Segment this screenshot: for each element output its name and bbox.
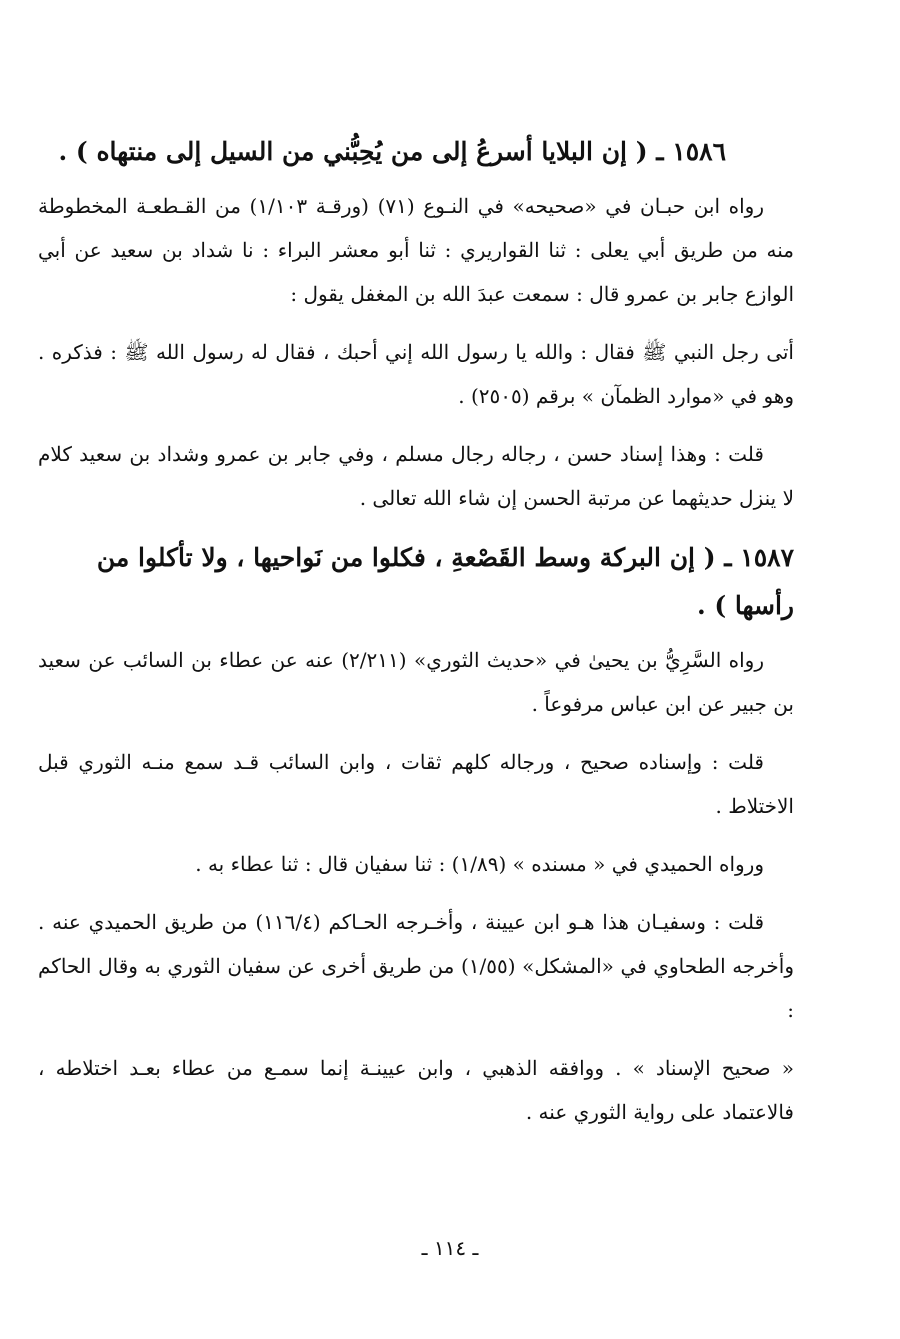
paragraph-narration: رواه السَّرِيُّ بن يحيىٰ في «حديث الثوري» (٢/٢١١) عنه عن عطاء بن السائب عن سعيد بن جبير عن ابن عباس مرفوعاً . <box>38 648 794 716</box>
paragraph-commentary: قلت : وإسناده صحيح ، ورجاله كلهم ثقات ، وابن السائب قـد سمع منـه الثوري قبل الاختلاط . <box>38 750 794 818</box>
paragraph-hadith-text: أتى رجل النبي ﷺ فقال : والله يا رسول الله إني أحبك ، فقال له رسول الله ﷺ : فذكره . وهو في «موارد الظمآن » برقم (٢٥٠٥) . <box>38 340 794 408</box>
paragraph-narration: رواه ابن حبـان في «صحيحه» في النـوع (٧١) (ورقـة ١/١٠٣) من القـطعـة المخطوطة منه من طريق أبي يعلى : ثنا القواريري : ثنا أبو معشر البراء : نا شداد بن سعيد عن أبي الوازع جابر بن عمرو قال : سمعت عبدَ الله بن المغفل يقول : <box>38 194 794 306</box>
page-number: ـ ١١٤ ـ <box>421 1236 479 1260</box>
paragraph-commentary: قلت : وهذا إسناد حسن ، رجاله رجال مسلم ، وفي جابر بن عمرو وشداد بن سعيد كلام لا ينزل حديثهما عن مرتبة الحسن إن شاء الله تعالى . <box>38 442 794 510</box>
page-content <box>38 128 794 1148</box>
hadith-heading-1587: ١٥٨٧ ـ ( إن البركة وسط القَصْعةِ ، فكلوا من نَواحيها ، ولا تأكلوا من رأسها ) . <box>96 543 794 620</box>
paragraph-commentary: « صحيح الإسناد » . ووافقه الذهبي ، وابن عيينـة إنما سمـع من عطاء بعـد اختلاطه ، فالاعتماد على رواية الثوري عنه . <box>38 1056 794 1124</box>
hadith-heading-1586: ١٥٨٦ ـ ( إن البلايا أسرعُ إلى من يُحِبُّني من السيل إلى منتهاه ) . <box>58 137 726 166</box>
paragraph-commentary: قلت : وسفيـان هذا هـو ابن عيينة ، وأخـرجه الحـاكم (١١٦/٤) من طريق الحميدي عنه . وأخرجه الطحاوي في «المشكل» (١/٥٥) من طريق أخرى عن سفيان الثوري به وقال الحاكم : <box>38 910 794 1022</box>
paragraph-narration: ورواه الحميدي في « مسنده » (١/٨٩) : ثنا سفيان قال : ثنا عطاء به . <box>195 852 764 876</box>
